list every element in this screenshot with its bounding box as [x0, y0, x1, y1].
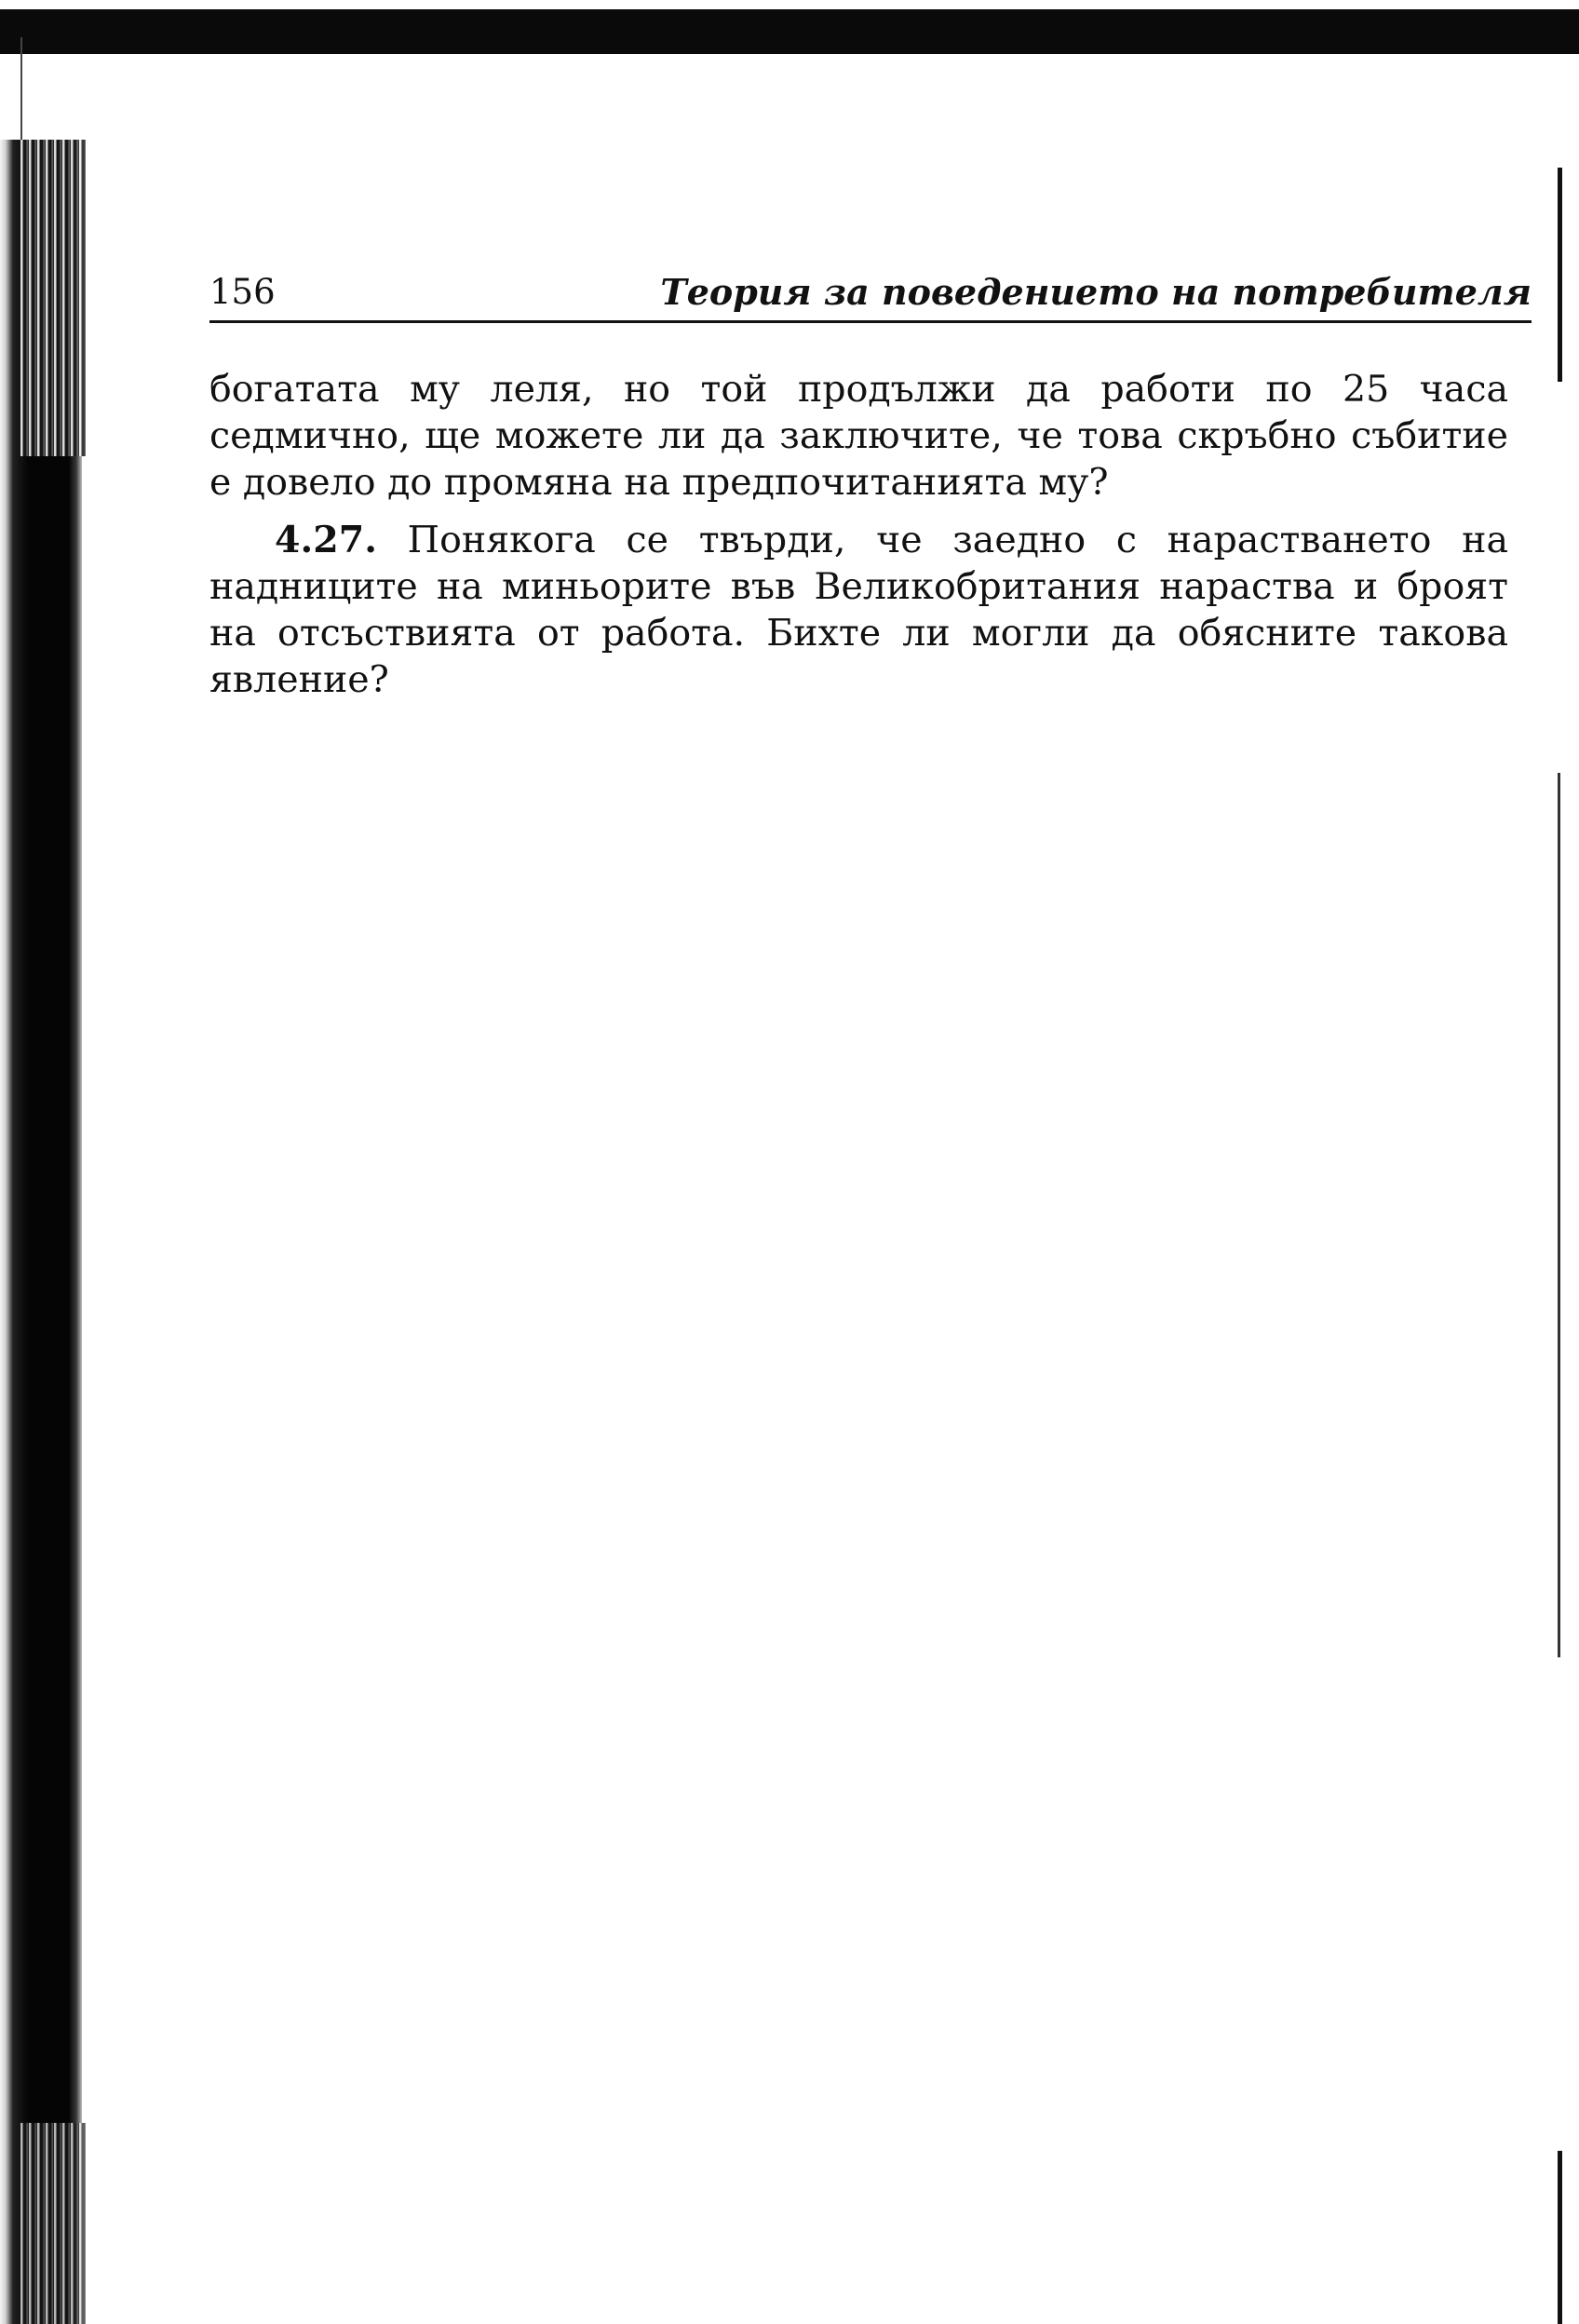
page-body [209, 366, 1508, 703]
problem-text: Понякога се твърди, че заедно с нарастването на надниците на миньорите във Великобритания нараства и броят на отсъствията от работа. Бихте ли могли да обясните такова явление? [209, 519, 1508, 701]
scan-right-edge-middle [1558, 773, 1560, 1657]
page-number: 156 [209, 272, 276, 312]
paragraph-text: богатата му леля, но той продължи да работи по 25 часа седмично, ще можете ли да заключите, че това скръбно събитие е довело до промяна на предпочитанията му? [209, 368, 1508, 504]
scan-streaks-top [20, 140, 86, 456]
scan-left-binding-shadow [0, 140, 82, 2324]
running-title: Теория за поведението на потребителя [660, 271, 1532, 313]
scan-streaks-bottom [20, 2123, 86, 2324]
page-header [209, 272, 1532, 323]
scan-right-edge-top [1558, 168, 1562, 382]
problem-number: 4.27. [275, 519, 377, 561]
scan-top-border [0, 9, 1579, 54]
paragraph-continued [209, 366, 1508, 506]
scan-right-edge-bottom [1558, 2151, 1562, 2324]
problem-4-27 [209, 517, 1508, 703]
